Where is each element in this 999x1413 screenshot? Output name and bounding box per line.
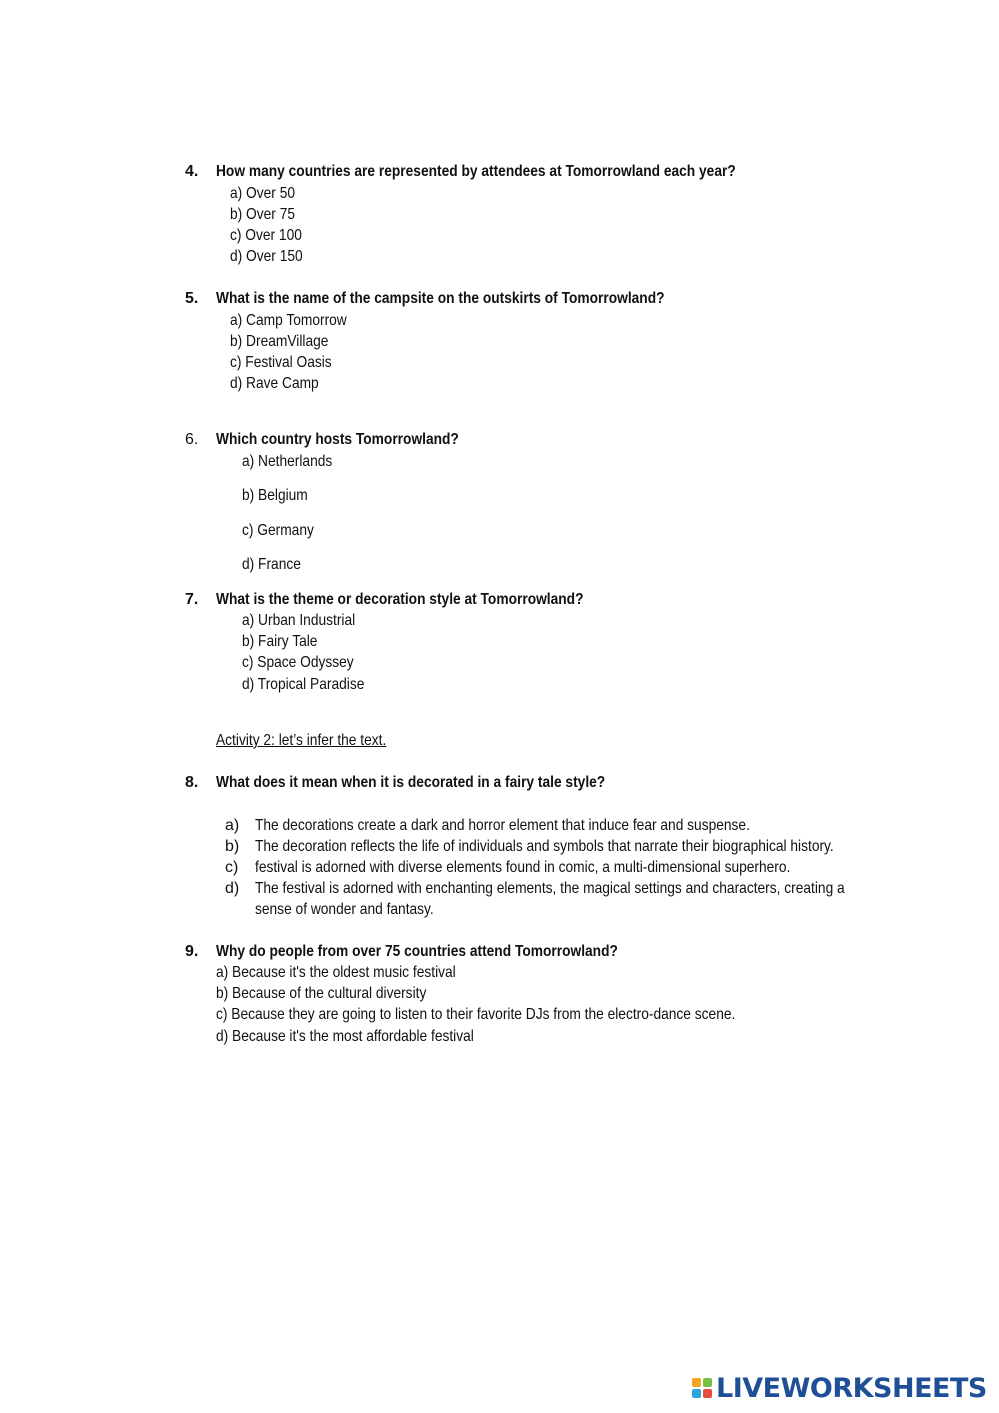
answer-option[interactable]: d) France [242, 556, 301, 573]
liveworksheets-logo [692, 1373, 987, 1403]
answer-option[interactable]: d) Rave Camp [230, 375, 319, 392]
logo-text: LIVEWORKSHEETS [716, 1372, 987, 1404]
answer-option[interactable]: a) Urban Industrial [242, 612, 356, 629]
question-number: 4. [185, 163, 199, 180]
question-number: 6. [185, 431, 199, 448]
answer-option[interactable]: d) Over 150 [230, 248, 303, 265]
answer-option[interactable]: The decoration reflects the life of individuals and symbols that narrate their biographical history. [255, 838, 834, 855]
question-number: 8. [185, 774, 199, 791]
answer-option[interactable]: d) Tropical Paradise [242, 676, 365, 693]
logo-square [692, 1378, 701, 1387]
logo-square [692, 1389, 701, 1398]
answer-option-label: a) [225, 817, 240, 834]
question-number: 5. [185, 290, 199, 307]
question-number: 7. [185, 591, 199, 608]
answer-option[interactable]: c) Germany [242, 522, 314, 539]
answer-option[interactable]: c) Because they are going to listen to their favorite DJs from the electro-dance scene. [216, 1006, 736, 1023]
answer-option[interactable]: The festival is adorned with enchanting elements, the magical settings and characters, creating a [255, 880, 845, 897]
answer-option[interactable]: c) Space Odyssey [242, 654, 354, 671]
answer-option[interactable]: a) Over 50 [230, 185, 296, 202]
answer-option[interactable]: The decorations create a dark and horror element that induce fear and suspense. [255, 817, 750, 834]
answer-option[interactable]: a) Camp Tomorrow [230, 312, 347, 329]
question-text: What is the name of the campsite on the outskirts of Tomorrowland? [216, 290, 665, 307]
answer-option[interactable]: b) Fairy Tale [242, 633, 318, 650]
answer-option[interactable]: c) Festival Oasis [230, 354, 332, 371]
logo-square [703, 1389, 712, 1398]
answer-option[interactable]: d) Because it's the most affordable festival [216, 1028, 474, 1045]
answer-option-label: b) [225, 838, 240, 855]
answer-option-label: c) [225, 859, 239, 876]
question-number: 9. [185, 943, 199, 960]
answer-option[interactable]: b) DreamVillage [230, 333, 329, 350]
question-text: How many countries are represented by attendees at Tomorrowland each year? [216, 163, 736, 180]
logo-mark-icon [692, 1378, 712, 1398]
answer-option-label: d) [225, 880, 240, 897]
question-text: What is the theme or decoration style at Tomorrowland? [216, 591, 584, 608]
answer-option[interactable]: a) Because it's the oldest music festival [216, 964, 456, 981]
logo-square [703, 1378, 712, 1387]
answer-option-continuation[interactable]: sense of wonder and fantasy. [255, 901, 434, 918]
question-text: What does it mean when it is decorated in a fairy tale style? [216, 774, 606, 791]
answer-option[interactable]: b) Belgium [242, 487, 308, 504]
answer-option[interactable]: b) Because of the cultural diversity [216, 985, 427, 1002]
answer-option[interactable]: b) Over 75 [230, 206, 296, 223]
answer-option[interactable]: a) Netherlands [242, 453, 333, 470]
answer-option[interactable]: c) Over 100 [230, 227, 302, 244]
question-text: Why do people from over 75 countries attend Tomorrowland? [216, 943, 618, 960]
answer-option[interactable]: festival is adorned with diverse elements found in comic, a multi-dimensional superhero. [255, 859, 791, 876]
activity-heading: Activity 2: let’s infer the text. [216, 732, 387, 749]
question-text: Which country hosts Tomorrowland? [216, 431, 459, 448]
